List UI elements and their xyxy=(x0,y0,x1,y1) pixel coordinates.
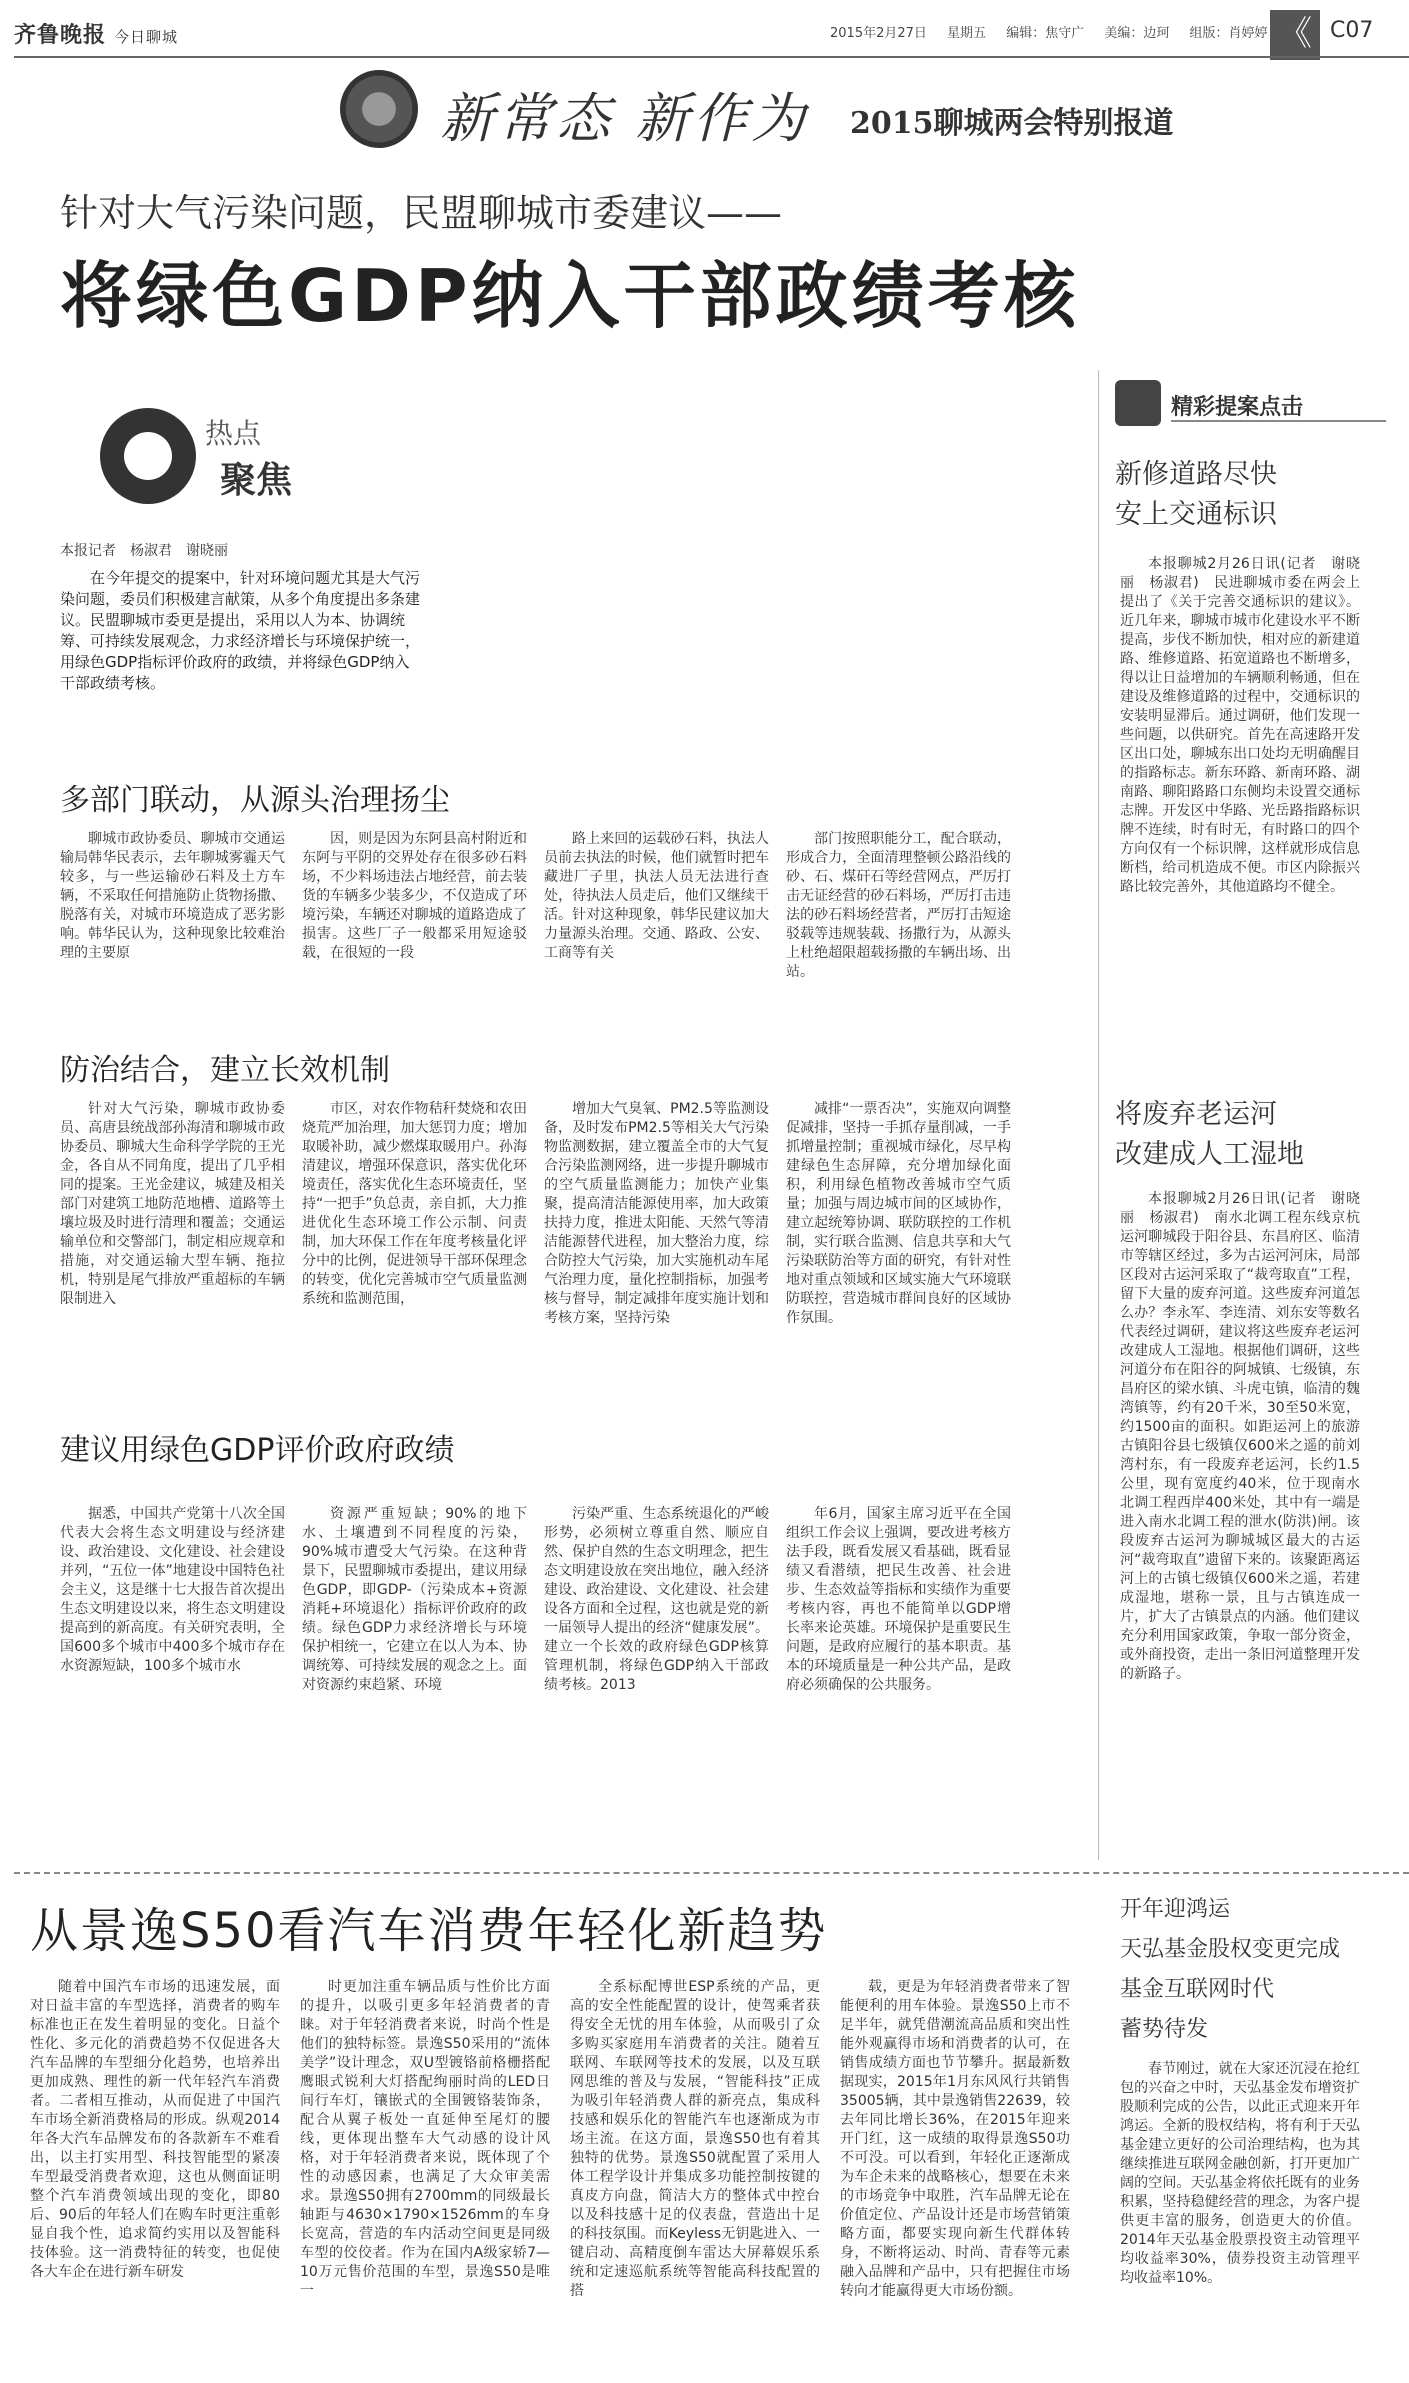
section2-col1: 针对大气污染，聊城市政协委员、高唐县统战部孙海清和聊城市政协委员、聊城大生命科学学院的王光金，各自从不同角度，提出了几乎相同的提案。王光金建议，城建及相关部门对建筑工地防范地槽、道路等土壤垃圾及时进行清理和覆盖；交通运输单位和交警部门，制定相应规章和措施，对交通运输大型车辆、拖拉机，特别是尾气排放严重超标的车辆限制进入 xyxy=(60,1101,285,1307)
sidebar-header-label: 精彩提案点击 xyxy=(1171,395,1304,420)
sidebar-item2-body: 本报聊城2月26日讯(记者 谢晓丽 杨淑君) 南水北调工程东线京杭运河聊城段于阳谷县、东昌府区、临清市等辖区经过，多为古运河河床，局部区段对古运河采取了“裁弯取直”工程，留下大量的废弃河道。这些废弃河道怎么办？李永军、李连清、刘东安等数名代表经过调研，建议将这些废弃老运河改建成人工湿地。根据他们调研，这些河道分布在阳谷的阿城镇、七级镇，东昌府区的梁水镇、斗虎屯镇，临清的魏湾镇等，约有20千米，30至50米宽，约1500亩的面积。如距运河上的旅游古镇阳谷县七级镇仅600米之遥的前刘湾村东，有一段废弃老运河，长约1.5公里，现有宽度约40米，位于现南水北调工程西岸400米处，其中有一端是进入南水北调工程的泄水(防洪)闸。该段废弃古运河为聊城城区最大的古运河“裁弯取直”遗留下来的。该聚距离运河上的古镇七级镇仅600米之遥，若建成湿地，堪称一景，且与古镇连成一片，扩大了古镇景点的内涵。他们建议充分利用国家政策，争取一部分资金，或外商投资，走出一条旧河道整理开发的新路子。 xyxy=(1120,1191,1360,1682)
section2-col2: 市区，对农作物秸秆焚烧和农田烧荒严加治理，加大惩罚力度；增加取暖补助，减少燃煤取暖用户。孙海清建议，增强环保意识，落实优化环境责任，落实优化生态环境责任，坚持“一把手”负总责，亲自抓，大力推进优化生态环境工作公示制、问责制，加大环保工作在年度考核量化评分中的比例，促进领导干部环保理念的转变，优化完善城市空气质量监测系统和监测范围， xyxy=(302,1101,527,1307)
sidebar-item1-body: 本报聊城2月26日讯(记者 谢晓丽 杨淑君) 民进聊城市委在两会上提出了《关于完善交通标识的建议》。近几年来，聊城市城市化建设水平不断提高，步伐不断加快，相对应的新建道路、维修道路、拓宽道路也不断增多，得以让日益增加的车辆顺利畅通，但在建设及维修道路的过程中，交通标识的安装明显滞后。通过调研，他们发现一些问题，以供研究。首先在高速路开发区出口处，聊城东出口处均无明确醒目的指路标志。新东环路、新南环路、湖南路、聊阳路路口东侧均未设置交通标志牌。开发区中华路、光岳路指路标识牌不连续，时有时无，有时路口的四个方向仅有一个标识牌，这样就形成信息断档，给司机造成不便。市区内除振兴路比较完善外，其他道路均不健全。 xyxy=(1120,556,1360,895)
section1-col3: 路上来回的运载砂石料，执法人员前去执法的时候，他们就暂时把车藏进厂子里，执法人员无法进行查处，待执法人员走后，他们又继续干活。针对这种现象，韩华民建议加大力量源头治理。交通、路政、公安、工商等有关 xyxy=(544,831,769,961)
proof-credit: 组版：肖婷婷 xyxy=(1189,26,1268,41)
car-article-col2: 时更加注重车辆品质与性价比方面的提升，以吸引更多年轻消费者的青睐。对于年轻消费者来说，时尚个性是他们的独特标签。景逸S50采用的“流体美学”设计理念，双U型镀铬前格栅搭配鹰眼式锐利大灯搭配绚丽时尚的LED日间行车灯，镶嵌式的全围镀铬装饰条，配合从翼子板处一直延伸至尾灯的腰线，更体现出整车大气动感的设计风格，对于年轻消费者来说，既体现了个性的动感因素，也满足了大众审美需求。景逸S50拥有2700mm的同级最长轴距与4630×1790×1526mm的车身长宽高，营造的车内活动空间更是同级车型的佼佼者。作为在国内A级家轿7—10万元售价范围的车型，景逸S50是唯一 xyxy=(300,1979,550,2299)
hotspot-badge xyxy=(100,400,340,510)
issue-weekday: 星期五 xyxy=(947,26,987,41)
presenter-icon xyxy=(1115,380,1161,426)
designer-credit: 美编：边珂 xyxy=(1104,26,1170,41)
section2-col4: 减排“一票否决”，实施双向调整促减排，坚持一手抓存量削减，一手抓增量控制；重视城市绿化，尽早构建绿色生态屏障，充分增加绿化面积，利用绿色植物改善城市空气质量；加强与周边城市间的区域协作，建立起统筹协调、联防联控的工作机制，实行联合监测、信息共享和大气污染联防治等方面的研究，有针对性地对重点领域和区域实施大气环境联防联控，营造城市群间良好的区域协作氛围。 xyxy=(786,1101,1011,1326)
section3-col2: 资源严重短缺；90%的地下水、土壤遭到不同程度的污染，90%城市遭受大气污染。在这种背景下，民盟聊城市委提出，建议用绿色GDP，即GDP-（污染成本+资源消耗+环境退化）指标评价政府的政绩。绿色GDP力求经济增长与环境保护相统一，它建立在以人为本、协调统筹、可持续发展的观念之上。面对资源约束趋紧、环境 xyxy=(302,1506,527,1693)
article-headline: 将绿色GDP纳入干部政绩考核 xyxy=(60,254,1080,338)
hotspot-ring-icon xyxy=(100,408,196,504)
paper-name: 齐鲁晚报 xyxy=(14,22,107,48)
car-article-col4: 载，更是为年轻消费者带来了智能便利的用车体验。景逸S50上市不足半年，就凭借潮流高品质和突出性能外观赢得市场和消费者的认可，在销售成绩方面也节节攀升。据最新数据现实，2015年1月东风风行共销售35005辆，其中景逸销售22639，较去年同比增长36%，在2015年迎来开门红，这一成绩的取得景逸S50功不可没。可以看到，年轻化正逐渐成为车企未来的战略核心，想要在未来的市场竞争中取胜，汽车品牌无论在价值定位、产品设计还是市场营销策略方面，都要实现向新生代群体转身，不断将运动、时尚、青春等元素融入品牌和产品中，只有把握住市场转向才能赢得更大市场份额。 xyxy=(840,1979,1070,2299)
special-report-banner xyxy=(330,62,1210,162)
edition-name: 今日聊城 xyxy=(114,28,179,46)
fund-article-title xyxy=(1120,1890,1340,2050)
fund-title-line1: 开年迎鸿运 xyxy=(1120,1897,1231,1922)
fund-article-body: 春节刚过，就在大家还沉浸在抢红包的兴奋之中时，天弘基金发布增资扩股顺利完成的公告，以此正式迎来开年鸿运。全新的股权结构，将有利于天弘基金建立更好的公司治理结构，也为其继续推进互联网金融创新，打开更加广阔的空间。天弘基金将依托既有的业务积累，坚持稳健经营的理念，为客户提供更丰富的服务，创造更大的价值。2014年天弘基金股票投资主动管理平均收益率30%，债券投资主动管理平均收益率10%。 xyxy=(1120,2061,1360,2286)
section3-col1: 据悉，中国共产党第十八次全国代表大会将生态文明建设与经济建设、政治建设、文化建设、社会建设并列，“五位一体”地建设中国特色社会主义，这是继十七大报告首次提出生态文明建设以来，将生态文明建设提高到的新高度。有关研究表明，全国600多个城市中400多个城市存在水资源短缺，100多个城市水 xyxy=(60,1506,285,1674)
fund-title-line3: 基金互联网时代 xyxy=(1120,1977,1275,2002)
fund-title-line2: 天弘基金股权变更完成 xyxy=(1120,1937,1341,1962)
sidebar-item1-title xyxy=(1115,455,1277,535)
car-article-col3: 全系标配博世ESP系统的产品，更高的安全性能配置的设计，使驾乘者获得安全无忧的用车体验，从而吸引了众多购买家庭用车消费者的关注。随着互联网、车联网等技术的发展，以及互联网思维的普及与发展，“智能科技”正成为吸引年轻消费人群的新亮点，集成科技感和娱乐化的智能汽车也逐渐成为市场主流。在这方面，景逸S50也有着其独特的优势。景逸S50就配置了采用人体工程学设计并集成多功能控制按键的真皮方向盘，简洁大方的整体式中控台以及科技感十足的仪表盘，营造出十足的科技氛围。而Keyless无钥匙进入、一键启动、高精度倒车雷达大屏幕娱乐系统和定速巡航系统等智能高科技配置的搭 xyxy=(570,1979,820,2299)
section1-col4: 部门按照职能分工，配合联动，形成合力，全面清理整顿公路沿线的砂、石、煤矸石等经营网点，严厉打击无证经营的砂石料场，严厉打击违法的砂石料场经营者，严厉打击短途驳载等违规装载、扬撒行为，从源头上杜绝超限超载扬撒的车辆出场、出站。 xyxy=(786,831,1011,980)
page-nav-icon: 《 xyxy=(1270,10,1320,60)
masthead-rule xyxy=(14,56,1409,58)
section3-title: 建议用绿色GDP评价政府政绩 xyxy=(60,1433,455,1468)
section1-col2: 因，则是因为东阿县高村附近和东阿与平阴的交界处存在很多砂石料场，不少料场违法占地经营，前去装货的车辆多少装多少，不仅造成了环境污染，车辆还对聊城的道路造成了损害。这些厂子一般都采用短途驳载，在很短的一段 xyxy=(302,831,527,961)
hotspot-label-bottom: 聚焦 xyxy=(220,460,293,501)
page-code: C07 xyxy=(1330,18,1374,43)
masthead-logo xyxy=(14,18,178,49)
article-kicker: 针对大气污染问题，民盟聊城市委建议—— xyxy=(60,191,783,235)
editor-credit: 编辑：焦守广 xyxy=(1006,26,1085,41)
column-divider xyxy=(1098,370,1099,1860)
fund-title-line4: 蓄势待发 xyxy=(1120,2017,1209,2042)
section2-col3: 增加大气臭氧、PM2.5等监测设备，及时发布PM2.5等相关大气污染物监测数据，建立覆盖全市的大气复合污染监测网络，进一步提升聊城市的空气质量监测能力；加快产业集聚，提高清洁能源使用率，加大政策扶持力度，推进太阳能、天然气等清洁能源替代进程，加大整治力度，综合防控大气污染，加大实施机动车尾气治理力度，量化控制指标，加强考核与督导，制定减排年度实施计划和考核方案，坚持污染 xyxy=(544,1101,769,1326)
article-lede: 在今年提交的提案中，针对环境问题尤其是大气污染问题，委员们积极建言献策，从多个角度提出多条建议。民盟聊城市委更是提出，采用以人为本、协调统筹、可持续发展观念，力求经济增长与环境保护统一，用绿色GDP指标评价政府的政绩，并将绿色GDP纳入干部政绩考核。 xyxy=(60,569,421,692)
bottom-divider xyxy=(14,1872,1409,1875)
sidebar-item2-title-line2: 改建成人工湿地 xyxy=(1115,1139,1304,1170)
sidebar-header xyxy=(1115,380,1390,426)
section1-col1: 聊城市政协委员、聊城市交通运输局韩华民表示，去年聊城雾霾天气较多，与一些运输砂石料及土方车辆，不采取任何措施防止货物扬撒、脱落有关，对城市环境造成了恶劣影响。韩华民认为，这种现象比较难治理的主要原 xyxy=(60,831,285,961)
section2-title: 防治结合，建立长效机制 xyxy=(60,1053,390,1088)
sidebar-item1-title-line1: 新修道路尽快 xyxy=(1115,459,1277,490)
hotspot-label-top: 热点 xyxy=(205,417,262,450)
car-article-col1: 随着中国汽车市场的迅速发展，面对日益丰富的车型选择，消费者的购车标准也正在发生着明显的变化。日益个性化、多元化的消费趋势不仅促进各大汽车品牌的车型细分化趋势，也培养出更加成熟、理性的新一代年轻汽车消费者。二者相互推动，从而促进了中国汽车市场全新消费格局的形成。纵观2014年各大汽车品牌发布的各款新车不难看出，以主打实用型、科技智能型的紧凑车型最受消费者欢迎，这也从侧面证明整个汽车消费领域出现的变化，即80后、90后的年轻人们在购车时更注重彰显自我个性，追求简约实用以及智能科技体验。这一消费特征的转变，也促使各大车企在进行新车研发 xyxy=(30,1979,280,2280)
banner-slogan: 新常态 新作为 xyxy=(440,87,810,150)
sidebar-item1-title-line2: 安上交通标识 xyxy=(1115,499,1277,530)
article-byline: 本报记者 杨淑君 谢晓丽 xyxy=(60,543,228,559)
issue-date: 2015年2月27日 xyxy=(830,26,927,41)
banner-subtitle: 2015聊城两会特别报道 xyxy=(850,106,1174,141)
sidebar-header-rule xyxy=(1171,420,1386,422)
section3-col4: 年6月，国家主席习近平在全国组织工作会议上强调，要改进考核方法手段，既看发展又看基础，既看显绩又看潜绩，把民生改善、社会进步、生态效益等指标和实绩作为重要考核内容，再也不能简单以GDP增长率来论英雄。环境保护是重要民生问题，是政府应履行的基本职责。基本的环境质量是一种公共产品，是政府必须确保的公共服务。 xyxy=(786,1506,1011,1693)
sidebar-item2-title-line1: 将废弃老运河 xyxy=(1115,1099,1277,1130)
section1-title: 多部门联动，从源头治理扬尘 xyxy=(60,783,450,818)
sidebar-item2-title xyxy=(1115,1095,1304,1175)
issue-meta xyxy=(830,22,1284,41)
emblem-icon xyxy=(340,70,418,148)
section3-col3: 污染严重、生态系统退化的严峻形势，必须树立尊重自然、顺应自然、保护自然的生态文明理念，把生态文明建设放在突出地位，融入经济建设、政治建设、文化建设、社会建设各方面和全过程，这也就是党的新一届领导人提出的经济“健康发展”。建立一个长效的政府绿色GDP核算管理机制，将绿色GDP纳入干部政绩考核。2013 xyxy=(544,1506,769,1693)
car-article-headline: 从景逸S50看汽车消费年轻化新趋势 xyxy=(30,1903,828,1959)
